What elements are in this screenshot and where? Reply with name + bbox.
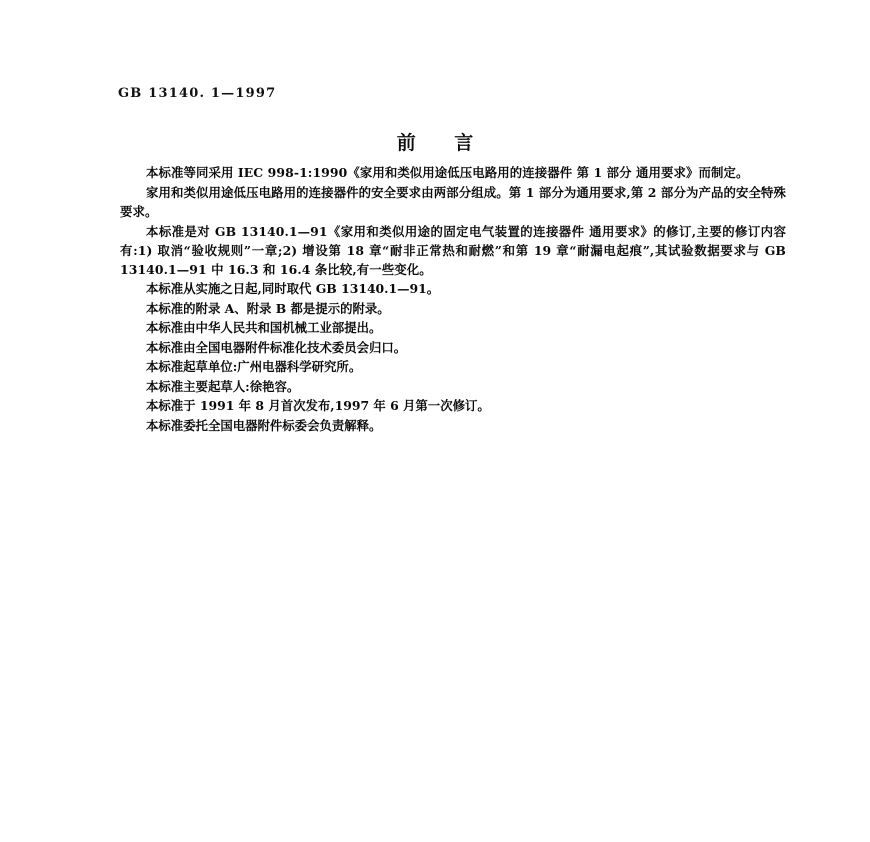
document-body	[120, 163, 786, 435]
statement-line: 本标准从实施之日起,同时取代 GB 13140.1—91。	[146, 281, 440, 297]
statement-line: 本标准由中华人民共和国机械工业部提出。	[146, 320, 382, 336]
statement-line: 本标准由全国电器附件标准化技术委员会归口。	[146, 339, 407, 355]
statement-line: 本标准委托全国电器附件标委会负责解释。	[146, 417, 382, 433]
statement-line: 本标准于 1991 年 8 月首次发布,1997 年 6 月第一次修订。	[146, 398, 490, 414]
page-title: 前 言	[396, 132, 490, 154]
statement-line: 本标准起草单位:广州电器科学研究所。	[146, 359, 362, 375]
paragraph: 本标准是对 GB 13140.1—91《家用和类似用途的固定电气装置的连接器件 通用要求》的修订,主要的修订内容有:1) 取消“验收规则”一章;2) 增设第 18 章“耐非正常热和耐燃”和第 19 章“耐漏电起痕”,其试验数据要求与 GB 13140.1—91 中 16.3 和 16.4 条比较,有一些变化。	[120, 223, 786, 277]
paragraph: 家用和类似用途低压电路用的连接器件的安全要求由两部分组成。第 1 部分为通用要求,第 2 部分为产品的安全特殊要求。	[120, 184, 786, 219]
paragraph: 本标准等同采用 IEC 998-1:1990《家用和类似用途低压电路用的连接器件 第 1 部分 通用要求》而制定。	[146, 165, 749, 180]
standard-number: GB 13140. 1—1997	[118, 86, 277, 101]
statement-line: 本标准的附录 A、附录 B 都是提示的附录。	[146, 300, 390, 316]
statement-line: 本标准主要起草人:徐艳容。	[146, 378, 300, 394]
